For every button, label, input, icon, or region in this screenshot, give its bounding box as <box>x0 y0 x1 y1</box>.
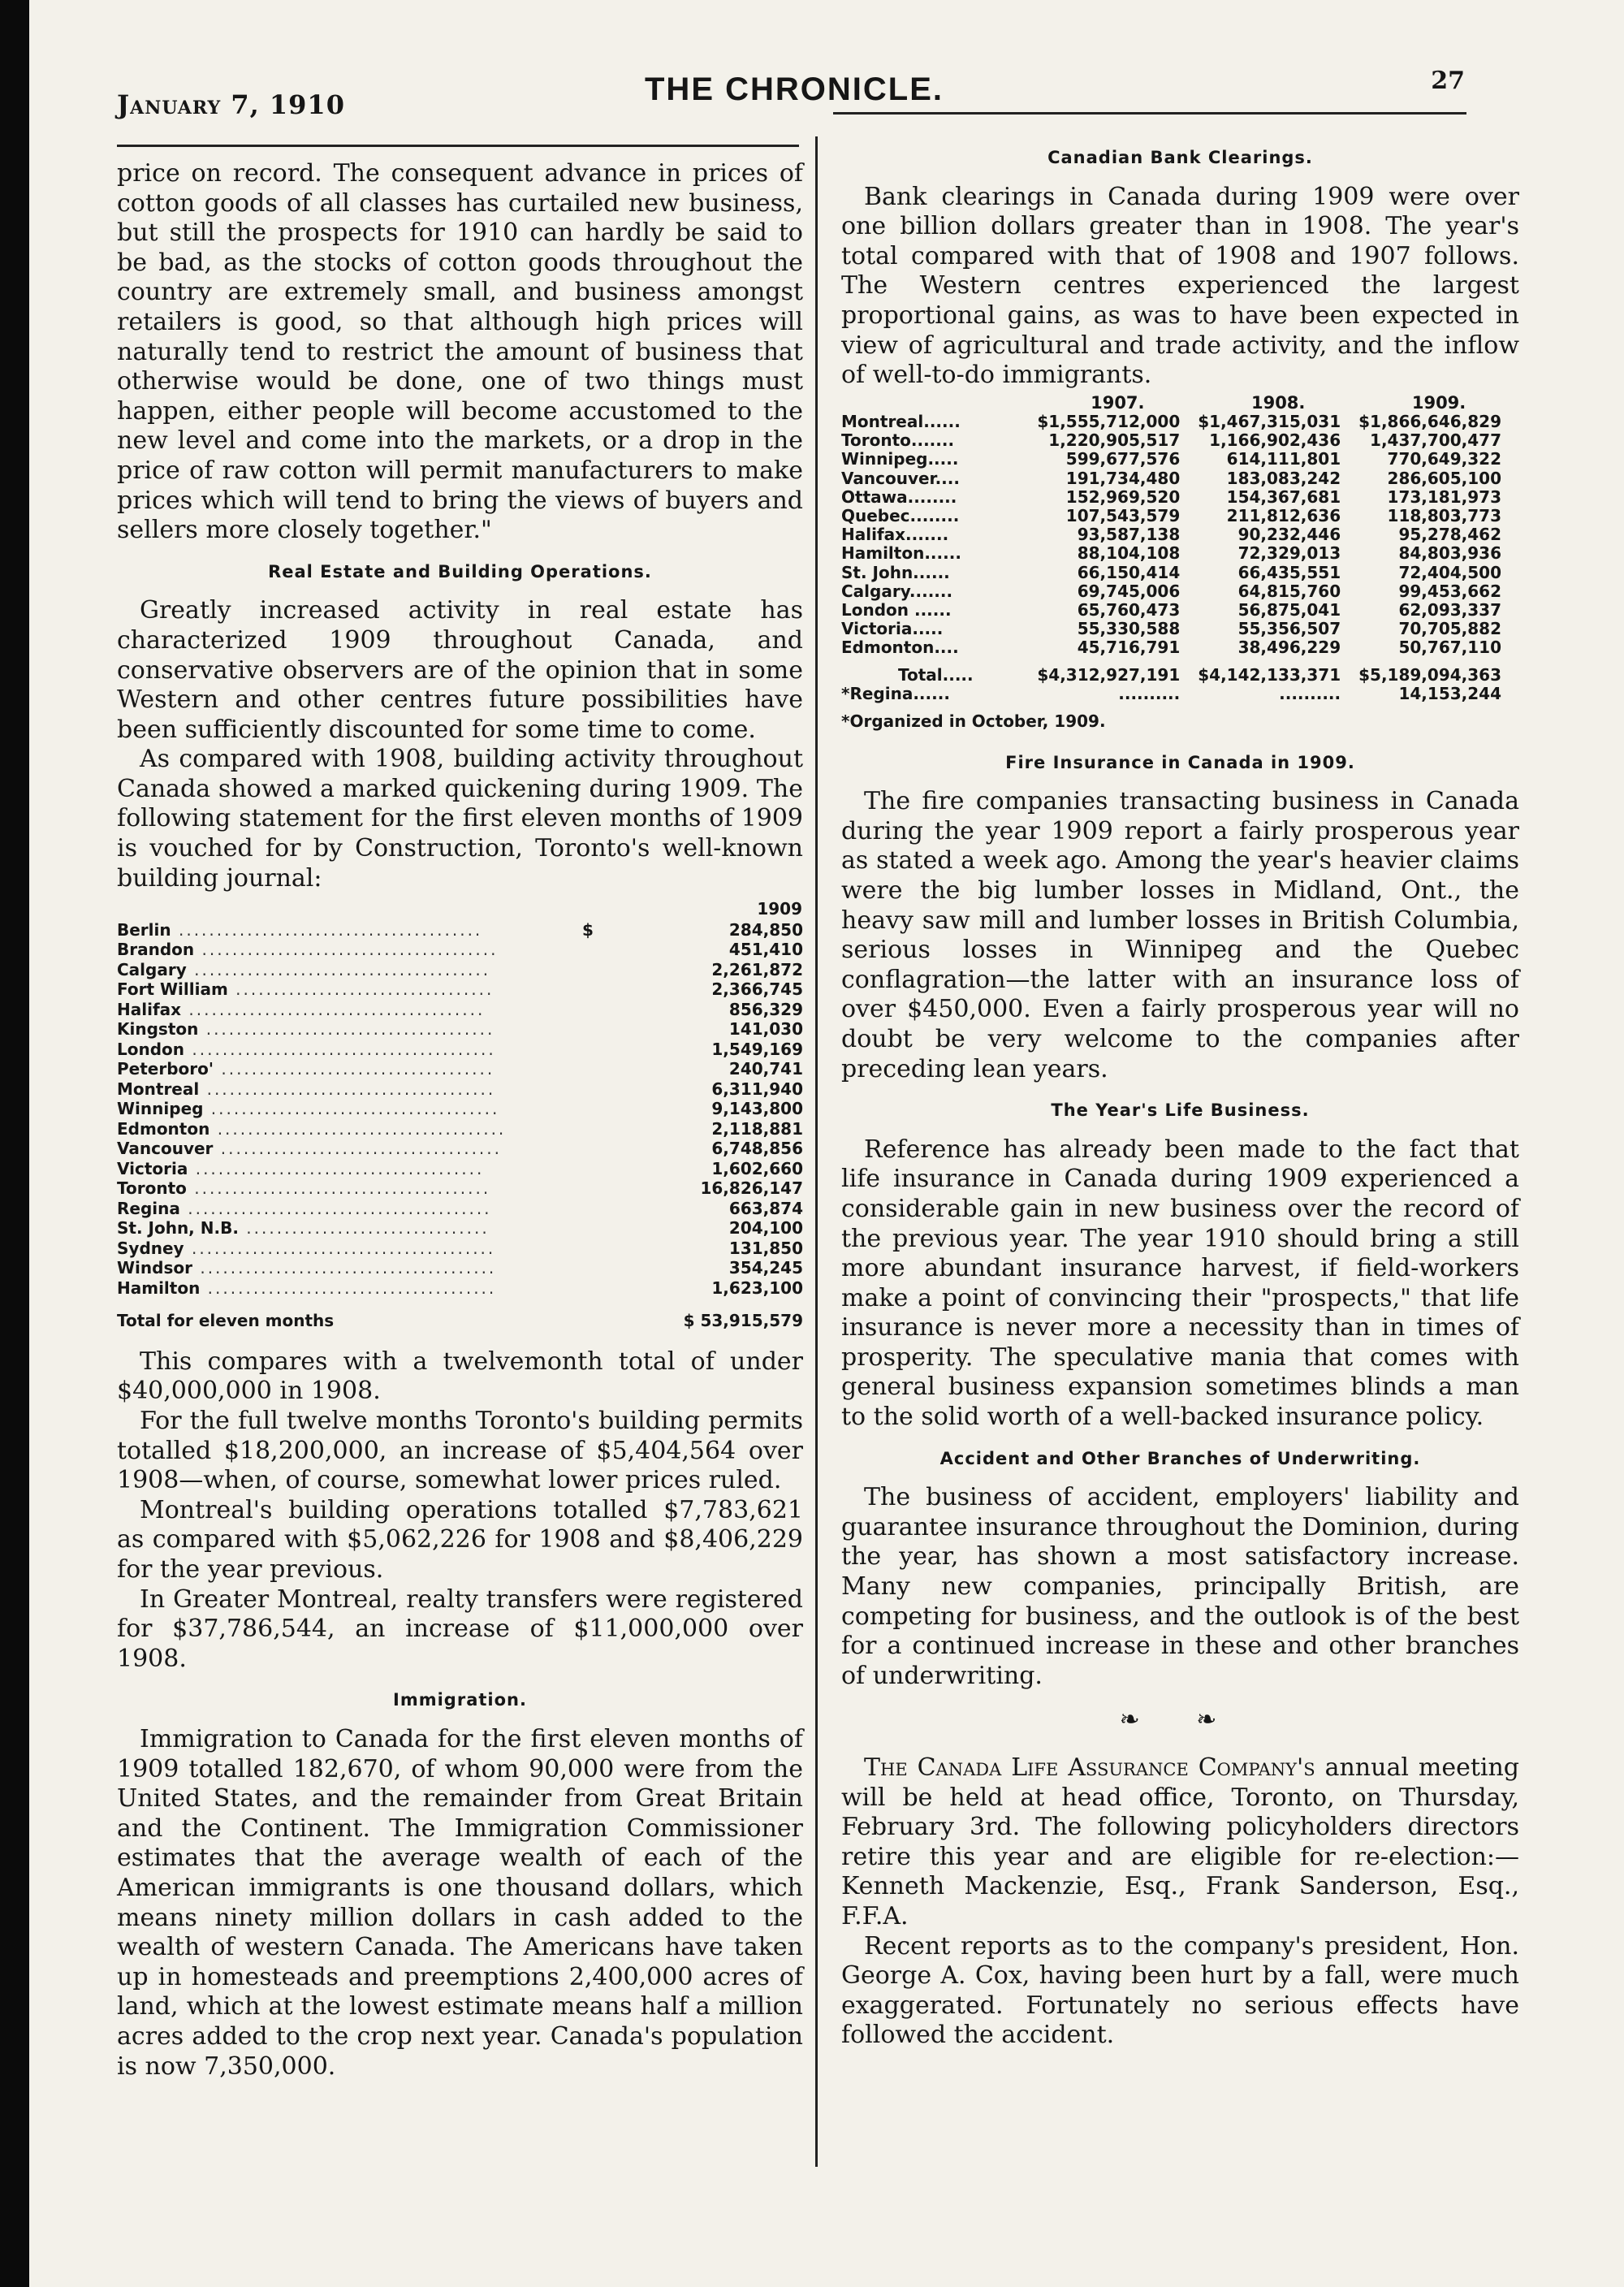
page-number: 27 <box>1431 67 1465 95</box>
building-value: 451,410 <box>728 940 803 960</box>
building-currency <box>572 1019 604 1040</box>
building-value: 663,874 <box>728 1198 803 1218</box>
clearings-year-1909: 1909. <box>1411 392 1466 413</box>
building-table-row <box>117 1178 803 1199</box>
clearings-1907: 191,734,480 <box>1065 468 1181 488</box>
real-estate-heading: Real Estate and Building Operations. <box>268 561 652 581</box>
clearings-city: Hamilton...... <box>841 543 961 564</box>
masthead-title: THE CHRONICLE. <box>645 71 944 107</box>
building-currency <box>572 1099 604 1119</box>
clearings-1907: 107,543,579 <box>1065 505 1181 525</box>
clearings-1909: 50,767,110 <box>1398 638 1501 658</box>
leader-dots: ....................................... <box>181 999 486 1019</box>
clearings-1908: 211,812,636 <box>1226 505 1341 525</box>
leader-dots: ...................................... <box>209 1118 507 1139</box>
building-city <box>117 1059 572 1079</box>
building-currency <box>572 1258 604 1278</box>
building-value: 131,850 <box>728 1238 803 1258</box>
building-table-row <box>117 1218 803 1239</box>
leader-dots: ..................................... <box>213 1139 503 1159</box>
clearings-1908: $1,467,315,031 <box>1198 411 1341 431</box>
building-currency <box>572 1079 604 1100</box>
building-value: 284,850 <box>728 919 803 940</box>
leader-dots: ........................................ <box>179 1198 492 1218</box>
building-total-row <box>117 1306 803 1336</box>
building-currency <box>572 1000 604 1020</box>
building-value: 16,826,147 <box>700 1178 803 1199</box>
building-city-name: Winnipeg <box>117 1099 204 1119</box>
clearings-1909: 118,803,773 <box>1387 505 1501 525</box>
building-city-name: Fort William <box>117 979 228 1000</box>
building-table-row <box>117 1019 803 1040</box>
building-city-name: London <box>117 1039 185 1059</box>
building-city <box>117 940 572 960</box>
clearings-regina-label: *Regina...... <box>841 683 950 703</box>
clearings-total-1908: $4,142,133,371 <box>1198 664 1341 685</box>
building-currency <box>572 1119 604 1139</box>
left-column <box>117 159 803 2082</box>
building-city-name: Halifax <box>117 999 182 1019</box>
real-estate-paragraph-6: In Greater Montreal, realty transfers were registered for $37,786,544, an increase of $11,000,000 over 1908. <box>117 1584 803 1673</box>
right-column <box>841 143 1519 2051</box>
leader-dots: ...................................... <box>198 1019 495 1040</box>
clearings-year-1908: 1908. <box>1250 392 1306 413</box>
clearings-city: Calgary....... <box>841 581 953 601</box>
clearings-1909: 286,605,100 <box>1387 468 1501 488</box>
clearings-1907: 69,745,006 <box>1077 581 1181 601</box>
clearings-table <box>841 394 1519 703</box>
clearings-row <box>841 469 1519 488</box>
canada-life-text: annual meeting will be held at head office, Toronto, on Thursday, February 3rd. The following policyholders directors retire this year and are eligible for re-election:—Kenneth Mackenzie, Esq., Frank Sanderson, Esq., F.F.A. <box>841 1753 1519 1930</box>
building-table-row <box>117 1139 803 1159</box>
building-value: 141,030 <box>728 1019 803 1040</box>
clearings-regina-1908: .......... <box>1279 683 1341 703</box>
leader-dots: ...................................... <box>203 1099 500 1119</box>
clearings-row <box>841 507 1519 525</box>
clearings-row <box>841 620 1519 638</box>
canada-life-paragraph-1 <box>841 1753 1519 1932</box>
page-header <box>117 67 1465 136</box>
building-value: 6,311,940 <box>711 1079 803 1099</box>
building-table-row <box>117 1079 803 1100</box>
building-city-name: Regina <box>117 1198 180 1218</box>
building-city-name: Sydney <box>117 1238 184 1258</box>
real-estate-paragraph-5: Montreal's building operations totalled $7,783,621 as compared with $5,062,226 for 1908 and $8,406,229 for the year previous. <box>117 1495 803 1584</box>
clearings-row <box>841 582 1519 601</box>
header-rule-left <box>117 145 799 147</box>
clearings-1909: 84,803,936 <box>1398 543 1501 564</box>
building-table-row <box>117 979 803 1000</box>
clearings-city: Vancouver.... <box>841 468 960 488</box>
clearings-1907: 88,104,108 <box>1077 543 1181 564</box>
building-city <box>117 1119 572 1139</box>
clearings-1907: 152,969,520 <box>1065 486 1181 507</box>
life-paragraph: Reference has already been made to the fact that life insurance in Canada during 1909 experienced a considerable gain in new business over the record of the previous year. The year 1910 should bring a still more abundant insurance harvest, if field-workers make a point of convincing their "prospects," that life insurance is never more a necessity than in times of prosperity. The speculative mania that comes with general business expansion sometimes blinds a man to the solid worth of a well-backed insurance policy. <box>841 1135 1519 1432</box>
building-city-name: Edmonton <box>117 1118 210 1139</box>
building-table-row <box>117 920 803 940</box>
clearings-1909: 70,705,882 <box>1398 619 1501 639</box>
clearings-city: Ottawa........ <box>841 486 957 507</box>
building-city-name: Toronto <box>117 1178 187 1199</box>
building-value: 240,741 <box>728 1059 803 1079</box>
clearings-1907: 93,587,138 <box>1077 525 1181 545</box>
canada-life-paragraph-2: Recent reports as to the company's president, Hon. George A. Cox, having been hurt by a fall, were much exaggerated. Fortunately no serious effects have followed the accident. <box>841 1931 1519 2050</box>
building-currency: $ <box>582 919 594 940</box>
building-table-row <box>117 1059 803 1079</box>
building-table-row <box>117 1258 803 1278</box>
clearings-1908: 183,083,242 <box>1226 468 1341 488</box>
building-value: 856,329 <box>728 999 803 1019</box>
clearings-city: Quebec........ <box>841 505 960 525</box>
clearings-1908: 38,496,229 <box>1237 638 1341 658</box>
leader-dots: ....................................... <box>194 940 499 960</box>
clearings-row <box>841 431 1519 450</box>
column-divider <box>815 136 818 2167</box>
building-city <box>117 1099 572 1119</box>
clearings-row <box>841 638 1519 657</box>
clearings-row <box>841 525 1519 544</box>
building-value: 9,143,800 <box>711 1099 803 1119</box>
building-city <box>117 1199 572 1219</box>
building-value: 2,366,745 <box>711 979 803 1000</box>
clearings-1909: 99,453,662 <box>1398 581 1501 601</box>
building-currency <box>572 1178 604 1199</box>
clearings-1907: 1,220,905,517 <box>1048 430 1181 451</box>
clearings-city: Halifax....... <box>841 525 949 545</box>
canada-life-company: The Canada Life Assurance Company's <box>864 1753 1315 1782</box>
building-currency <box>572 1059 604 1079</box>
clearings-1909: 72,404,500 <box>1398 562 1501 582</box>
leader-dots: ...................................... <box>199 1079 496 1099</box>
clearings-1907: 55,330,588 <box>1077 619 1181 639</box>
immigration-heading: Immigration. <box>393 1690 527 1710</box>
building-table <box>117 898 803 1298</box>
newspaper-page <box>29 0 1624 2287</box>
building-value: 6,748,856 <box>711 1139 803 1159</box>
building-currency <box>572 1040 604 1060</box>
clearings-1908: 614,111,801 <box>1226 449 1341 469</box>
clearings-city: Winnipeg..... <box>841 449 959 469</box>
clearings-paragraph: Bank clearings in Canada during 1909 were over one billion dollars greater than in 1908. The year's total compared with that of 1908 and 1907 follows. The Western centres experienced the largest proportional gains, as was to have been expected in view of agricultural and trade activity, and the inflow of well-to-do immigrants. <box>841 182 1519 390</box>
building-city <box>117 920 572 940</box>
building-city-name: Brandon <box>117 940 195 960</box>
clearings-regina-1909: 14,153,244 <box>1398 683 1501 703</box>
building-value: 2,118,881 <box>711 1118 803 1139</box>
clearings-total-1907: $4,312,927,191 <box>1037 664 1181 685</box>
building-table-row <box>117 1000 803 1020</box>
clearings-1907: 45,716,791 <box>1077 638 1181 658</box>
building-city-name: Berlin <box>117 919 171 940</box>
clearings-row <box>841 544 1519 563</box>
building-table-row <box>117 940 803 960</box>
building-city <box>117 960 572 980</box>
building-currency <box>572 1159 604 1179</box>
clearings-total-row <box>841 658 1519 685</box>
ornament-fleurons: ❧ ❧ <box>1119 1706 1242 1735</box>
leader-dots: ........................................ <box>171 919 483 940</box>
building-total-label: Total for eleven months <box>117 1311 335 1331</box>
clearings-footnote: *Organized in October, 1909. <box>841 711 1106 731</box>
life-heading: The Year's Life Business. <box>1051 1100 1310 1121</box>
building-currency <box>572 1278 604 1299</box>
building-table-row <box>117 1239 803 1259</box>
building-table-row <box>117 1119 803 1139</box>
clearings-1909: $1,866,646,829 <box>1358 411 1501 431</box>
fire-paragraph: The fire companies transacting business in Canada during the year 1909 report a fairly prosperous year as stated a week ago. Among the year's heavier claims were the big lumber losses in Midland, Ont., the heavy saw mill and lumber losses in British Columbia, serious losses in Winnipeg and the Quebec conflagration—the latter with an insurance loss of over $450,000. Even a fairly prosperous year will no doubt be very welcome to the companies after preceding lean years. <box>841 787 1519 1083</box>
building-city <box>117 1239 572 1259</box>
clearings-1908: 154,367,681 <box>1226 486 1341 507</box>
clearings-1907: 66,150,414 <box>1077 562 1181 582</box>
clearings-row <box>841 564 1519 582</box>
building-total-value: $ 53,915,579 <box>683 1311 803 1331</box>
building-city <box>117 979 572 1000</box>
building-city <box>117 1139 572 1159</box>
clearings-city: Montreal...... <box>841 411 961 431</box>
clearings-1909: 62,093,337 <box>1398 599 1501 620</box>
leader-dots: ....................................... <box>192 1258 497 1278</box>
building-city-name: St. John, N.B. <box>117 1218 239 1239</box>
building-currency <box>572 1239 604 1259</box>
clearings-1908: 56,875,041 <box>1237 599 1341 620</box>
building-city-name: Montreal <box>117 1079 200 1099</box>
clearings-1909: 95,278,462 <box>1398 525 1501 545</box>
leader-dots: ................................ <box>238 1218 490 1239</box>
real-estate-paragraph-3: This compares with a twelvemonth total of under $40,000,000 in 1908. <box>117 1347 803 1406</box>
clearings-1908: 66,435,551 <box>1237 562 1341 582</box>
header-rule-right <box>833 112 1466 115</box>
clearings-city: Toronto....... <box>841 430 955 451</box>
leader-dots: .................................. <box>227 979 495 1000</box>
accident-paragraph: The business of accident, employers' liability and guarantee insurance throughout the Dominion, during the year, has shown a most satisfactory increase. Many new companies, principally British, are competing for business, and the outlook is of the best for a continued increase in these and other branches of underwriting. <box>841 1483 1519 1690</box>
clearings-row <box>841 601 1519 620</box>
immigration-paragraph: Immigration to Canada for the first eleven months of 1909 totalled 182,670, of whom 90,000 were from the United States, and the remainder from Great Britain and the Continent. The Immigration Commissioner estimates that the average wealth of each of the American immigrants is one thousand dollars, which means ninety million dollars in cash added to the wealth of western Canada. The Americans have taken up in homesteads and preemptions 2,400,000 acres of land, which at the lowest estimate means half a million acres added to the crop next year. Canada's population is now 7,350,000. <box>117 1724 803 2081</box>
real-estate-paragraph-4: For the full twelve months Toronto's building permits totalled $18,200,000, an increase of $5,404,564 over 1908—when, of course, somewhat lower prices ruled. <box>117 1407 803 1495</box>
clearings-total-label: Total..... <box>898 664 974 685</box>
building-currency <box>572 979 604 1000</box>
clearings-1907: 599,677,576 <box>1065 449 1181 469</box>
building-table-row <box>117 1040 803 1060</box>
clearings-year-1907: 1907. <box>1091 392 1145 413</box>
building-city <box>117 1218 572 1239</box>
building-currency <box>572 1218 604 1239</box>
clearings-1908: 72,329,013 <box>1237 543 1341 564</box>
leader-dots: ...................................... <box>200 1278 497 1298</box>
building-table-row <box>117 1278 803 1299</box>
building-currency <box>572 960 604 980</box>
building-city-name: Vancouver <box>117 1139 214 1159</box>
building-table-row <box>117 1159 803 1179</box>
building-city-name: Hamilton <box>117 1278 201 1298</box>
clearings-city: Victoria..... <box>841 619 944 639</box>
real-estate-paragraph-1: Greatly increased activity in real estate has characterized 1909 throughout Canada, and conservative observers are of the opinion that in some Western and other centres future possibilities have been sufficiently discounted for some time to come. <box>117 596 803 744</box>
clearings-1908: 64,815,760 <box>1237 581 1341 601</box>
building-table-year: 1909 <box>757 899 802 919</box>
clearings-regina-1907: .......... <box>1118 683 1181 703</box>
clearings-city: London ...... <box>841 599 952 620</box>
building-value: 1,549,169 <box>711 1039 803 1059</box>
building-city <box>117 1178 572 1199</box>
building-value: 354,245 <box>728 1258 803 1278</box>
building-value: 204,100 <box>728 1218 803 1239</box>
building-city <box>117 1278 572 1299</box>
leader-dots: ....................................... <box>186 959 491 979</box>
building-city-name: Calgary <box>117 959 187 979</box>
leader-dots: ....................................... <box>186 1178 491 1199</box>
clearings-1908: 1,166,902,436 <box>1209 430 1341 451</box>
building-table-row <box>117 1099 803 1119</box>
clearings-row <box>841 450 1519 469</box>
leader-dots: ........................................ <box>184 1039 496 1059</box>
clearings-1909: 173,181,973 <box>1387 486 1501 507</box>
fire-heading: Fire Insurance in Canada in 1909. <box>1005 752 1355 772</box>
clearings-city: Edmonton.... <box>841 638 959 658</box>
building-city-name: Kingston <box>117 1019 199 1040</box>
building-city <box>117 1040 572 1060</box>
clearings-1907: $1,555,712,000 <box>1037 411 1181 431</box>
building-value: 2,261,872 <box>711 959 803 979</box>
clearings-regina-row <box>841 685 1519 703</box>
building-currency <box>572 940 604 960</box>
building-city <box>117 1258 572 1278</box>
clearings-1908: 55,356,507 <box>1237 619 1341 639</box>
building-city-name: Windsor <box>117 1258 192 1278</box>
clearings-1907: 65,760,473 <box>1077 599 1181 620</box>
building-city <box>117 1159 572 1179</box>
building-city <box>117 1000 572 1020</box>
building-city-name: Victoria <box>117 1158 188 1178</box>
building-value: 1,602,660 <box>711 1158 803 1178</box>
clearings-total-1909: $5,189,094,363 <box>1358 664 1501 685</box>
intro-paragraph: price on record. The consequent advance in prices of cotton goods of all classes has curtailed new business, but still the prospects for 1910 can hardly be said to be bad, as the stocks of cotton goods throughout the country are extremely small, and business amongst retailers is good, so that although high prices will naturally tend to restrict the amount of business that otherwise would be done, one of two things must happen, either people will become accustomed to the new level and come into the markets, or a drop in the price of raw cotton will permit manufacturers to make prices which will tend to bring the views of buyers and sellers more closely together." <box>117 159 803 545</box>
clearings-1909: 770,649,322 <box>1387 449 1501 469</box>
clearings-1909: 1,437,700,477 <box>1370 430 1501 451</box>
building-currency <box>572 1199 604 1219</box>
building-value: 1,623,100 <box>711 1278 803 1298</box>
header-date: January 7, 1910 <box>117 89 345 120</box>
building-city-name: Peterboro' <box>117 1059 214 1079</box>
clearings-row <box>841 413 1519 431</box>
clearings-row <box>841 488 1519 507</box>
accident-heading: Accident and Other Branches of Underwriting. <box>939 1448 1421 1468</box>
clearings-heading: Canadian Bank Clearings. <box>1047 148 1313 167</box>
building-table-row <box>117 960 803 980</box>
building-city <box>117 1079 572 1100</box>
clearings-1908: 90,232,446 <box>1237 525 1341 545</box>
building-table-row <box>117 1199 803 1219</box>
leader-dots: ...................................... <box>188 1158 485 1178</box>
leader-dots: .................................... <box>214 1059 495 1079</box>
building-city <box>117 1019 572 1040</box>
clearings-city: St. John...... <box>841 562 950 582</box>
real-estate-paragraph-2: As compared with 1908, building activity throughout Canada showed a marked quickening during 1909. The following statement for the first eleven months of 1909 is vouched for by Construction, Toronto's well-known building journal: <box>117 745 803 893</box>
building-currency <box>572 1139 604 1159</box>
leader-dots: ........................................ <box>184 1238 496 1258</box>
